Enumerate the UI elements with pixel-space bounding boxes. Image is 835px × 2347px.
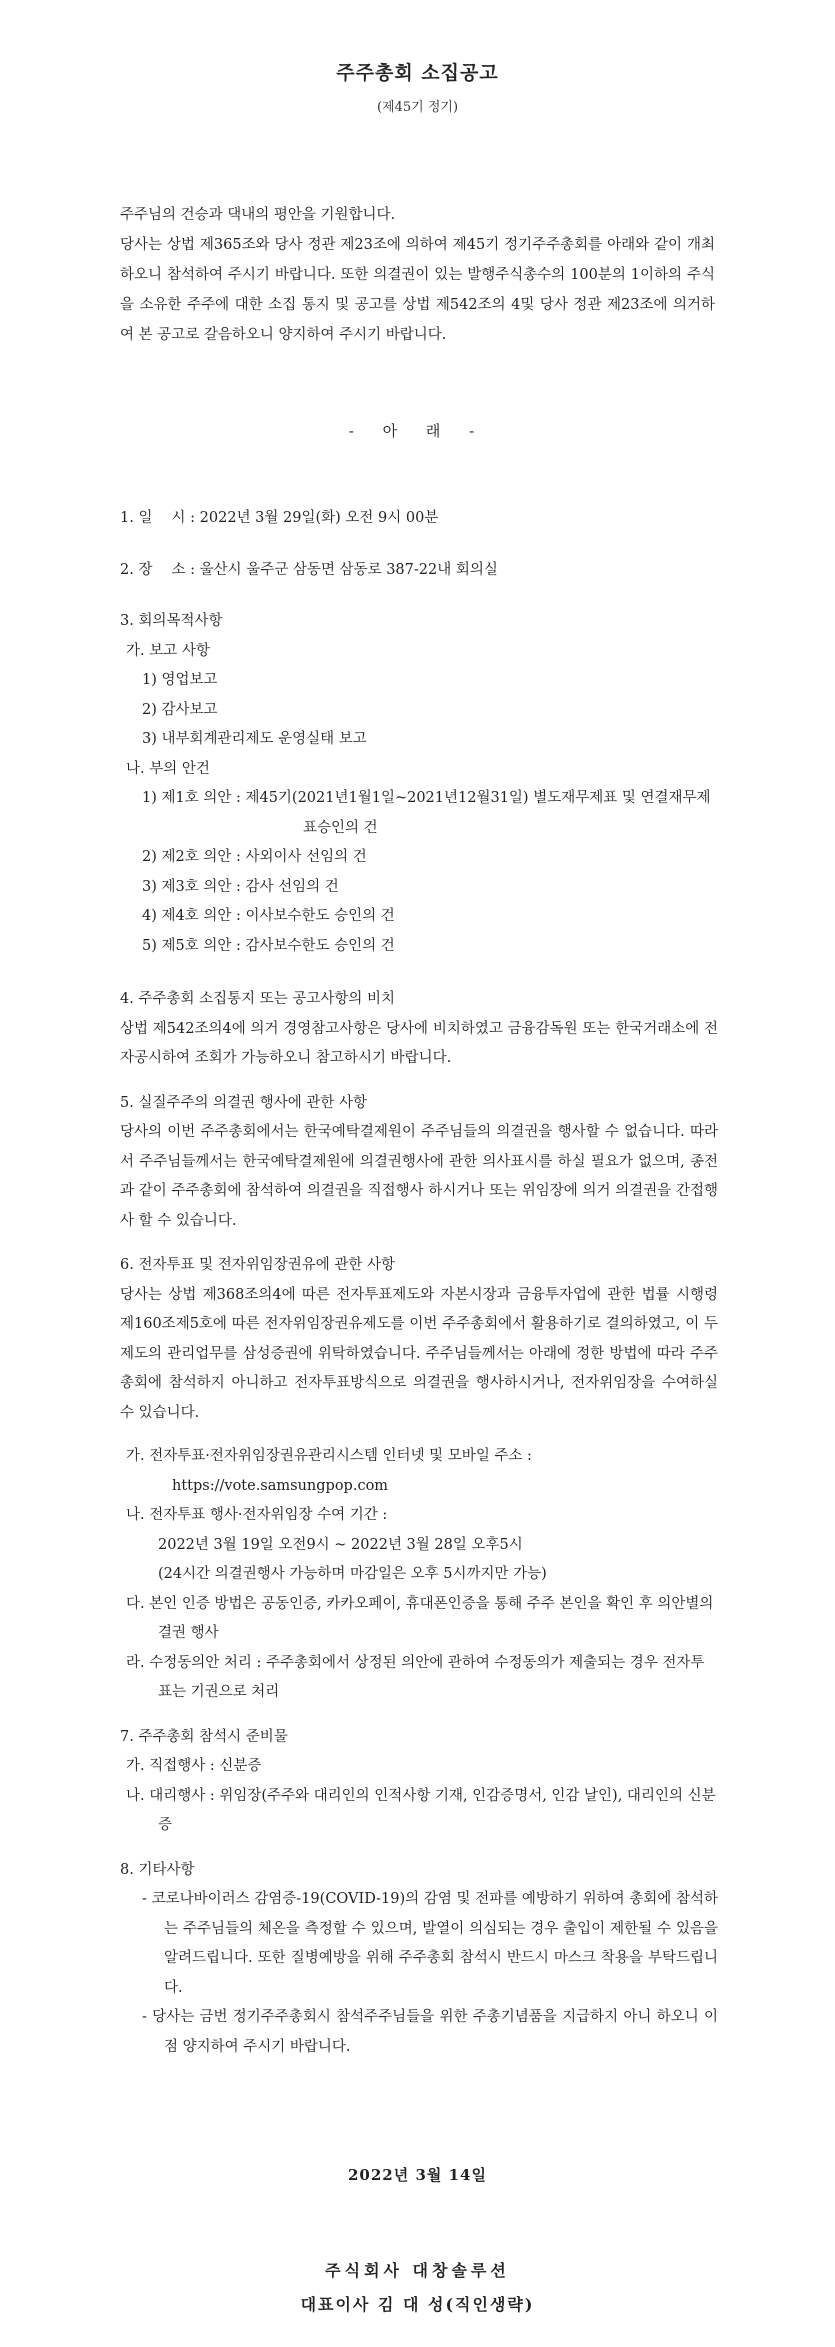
agenda-item: 1) 제1호 의안 : 제45기(2021년1월1일~2021년12월31일) 별도재무제표 및 연결재무제표승인의 건 [142,790,711,836]
agenda-item: 4) 제4호 의안 : 이사보수한도 승인의 건 [142,908,395,924]
section-voting-rights [120,1089,718,1237]
datetime-text: 1. 일 시 : 2022년 3월 29일(화) 오전 9시 00분 [120,510,439,526]
section-location [120,556,718,586]
section-divider: - 아 래 - [348,422,487,440]
company-name: 주식회사 대창솔루션 [325,2261,510,2280]
voting-period-text: 2022년 3월 19일 오전9시 ~ 2022년 3월 28일 오후5시 [158,1536,523,1553]
requirements-heading: 7. 주주총회 참석시 준비물 [120,1728,288,1745]
intro-section [120,200,715,350]
electronic-voting-text: 당사는 상법 제368조의4에 따른 전자투표제도와 자본시장과 금융투자업에 관한 법률 시행령 제160조제5호에 따른 전자위임장권유제도를 이번 주주총회에서 활용하기로 결의하였고, 이 두 제도의 관리업무를 삼성증권에 위탁하였습니다. 주주님들께서는 아래에 정한 방법에 따라 주주총회에 참석하지 아니하고 전자투표방식으로 의결권을 행사하시거나, 전자위임장을 수여하실 수 있습니다. [120,1286,718,1421]
auth-method-text: 다. 본인 인증 방법은 공동인증, 카카오페이, 휴대폰인증을 통해 주주 본인을 확인 후 의안별의결권 행사 [126,1595,714,1641]
voting-url-link[interactable]: https://vote.samsungpop.com [172,1477,389,1494]
agenda-item: 2) 제2호 의안 : 사외이사 선임의 건 [142,849,367,865]
greeting-text: 주주님의 건승과 댁내의 평안을 기원합니다. [120,207,396,223]
report-heading: 가. 보고 사항 [126,642,210,659]
location-text: 2. 장 소 : 울산시 울주군 삼동면 삼동로 387-22내 회의실 [120,561,498,578]
voting-rights-text: 당사의 이번 주주총회에서는 한국예탁결제원이 주주님들의 의결권을 행사할 수 없습니다. 따라서 주주님들께서는 한국예탁결제원에 의결권행사에 관한 의사표시를 하실 필요가 없으며, 종전과 같이 주주총회에 참석하여 의결권을 직접행사 하시거나 또는 위임장에 의거 의결권을 간접행사 할 수 있습니다. [120,1124,718,1229]
section-other [120,1856,718,2063]
documents-heading: 4. 주주총회 소집통지 또는 공고사항의 비치 [120,991,395,1007]
report-item: 2) 감사보고 [142,701,218,718]
section-electronic-voting [120,1251,718,1708]
documents-text: 상법 제542조의4에 의거 경영참고사항은 당사에 비치하였고 금융감독원 또는 한국거래소에 전자공시하여 조회가 가능하오니 참고하시기 바랍니다. [120,1020,718,1066]
section-datetime [120,504,718,534]
amendment-handling-text: 라. 수정동의안 처리 : 주주총회에서 상정된 의안에 관하여 수정동의가 제출되는 경우 전자투표는 기권으로 처리 [126,1654,705,1700]
document-subtitle: (제45기 정기) [376,100,459,115]
ceo-signature: 대표이사 김 대 성(직인생략) [300,2295,535,2314]
voting-system-address-label: 가. 전자투표·전자위임장권유관리시스템 인터넷 및 모바일 주소 : [126,1448,532,1464]
section-documents [120,985,718,1074]
resolution-heading: 나. 부의 안건 [126,760,210,777]
other-item-gift: - 당사는 금번 정기주주총회시 참석주주님들을 위한 주총기념품을 지급하지 아니 하오니 이점 양지하여 주시기 바랍니다. [142,2009,718,2055]
voting-rights-heading: 5. 실질주주의 의결권 행사에 관한 사항 [120,1094,367,1111]
agenda-item: 5) 제5호 의안 : 감사보수한도 승인의 건 [142,937,395,954]
voting-period-label: 나. 전자투표 행사·전자위임장 수여 기간 : [126,1507,388,1523]
voting-period-note: (24시간 의결권행사 가능하며 마감일은 오후 5시까지만 가능) [158,1566,547,1582]
intro-paragraph: 당사는 상법 제365조와 당사 정관 제23조에 의하여 제45기 정기주주총회를 아래와 같이 개최하오니 참석하여 주시기 바랍니다. 또한 의결권이 있는 발행주식총수의 100분의 1이하의 주식을 소유한 주주에 대한 소집 통지 및 공고를 상법 제542조의 4및 당사 정관 제23조에 의거하여 본 공고로 갈음하오니 양지하여 주시기 바랍니다. [120,237,715,343]
report-item: 1) 영업보고 [142,672,218,688]
other-item-covid: - 코로나바이러스 감염증-19(COVID-19)의 감염 및 전파를 예방하기 위하여 총회에 참석하는 주주님들의 체온을 측정할 수 있으며, 발열이 의심되는 경우 출입이 제한될 수 있음을 알려드립니다. 또한 질병예방을 위해 주주총회 참석시 반드시 마스크 착용을 부탁드립니다. [142,1891,718,1996]
notice-date: 2022년 3월 14일 [348,2166,487,2184]
electronic-voting-heading: 6. 전자투표 및 전자위임장권유에 관한 사항 [120,1257,395,1273]
other-heading: 8. 기타사항 [120,1861,195,1878]
direct-attendance-text: 가. 직접행사 : 신분증 [126,1758,262,1774]
section-requirements [120,1723,718,1841]
report-item: 3) 내부회계관리제도 운영실태 보고 [142,731,367,747]
section-agenda [120,607,718,961]
agenda-item: 3) 제3호 의안 : 감사 선임의 건 [142,878,339,895]
document-title: 주주총회 소집공고 [336,62,499,84]
agenda-heading: 3. 회의목적사항 [120,613,223,629]
proxy-attendance-text: 나. 대리행사 : 위임장(주주와 대리인의 인적사항 기재, 인감증명서, 인감 날인), 대리인의 신분증 [126,1787,716,1833]
notice-body [120,504,718,2077]
